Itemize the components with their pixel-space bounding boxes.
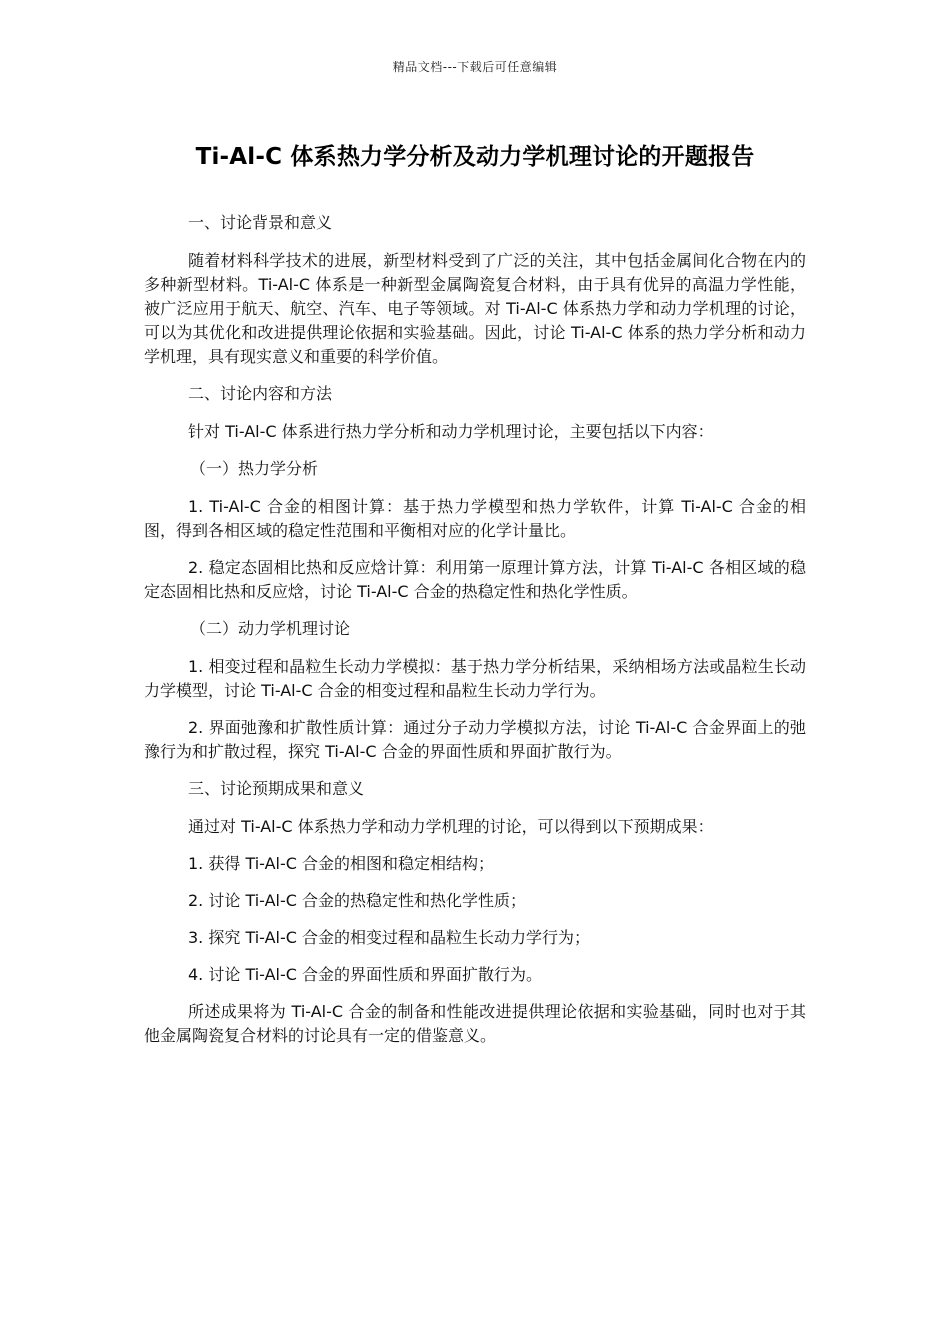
result-item-3: 3. 探究 Ti-Al-C 合金的相变过程和晶粒生长动力学行为；	[188, 928, 591, 947]
section-heading-content-methods: 二、讨论内容和方法	[188, 384, 333, 403]
result-item-4: 4. 讨论 Ti-Al-C 合金的界面性质和界面扩散行为。	[188, 965, 543, 984]
paragraph-results-intro: 通过对 Ti-Al-C 体系热力学和动力学机理的讨论，可以得到以下预期成果：	[188, 817, 714, 836]
section-heading-expected-results: 三、讨论预期成果和意义	[188, 779, 365, 798]
list-item-interface-diffusion: 2. 界面弛豫和扩散性质计算：通过分子动力学模拟方法，讨论 Ti-Al-C 合金界面上的弛豫行为和扩散过程，探究 Ti-Al-C 合金的界面性质和界面扩散行为。	[144, 718, 806, 761]
document-body	[144, 211, 806, 1061]
document-title: Ti-Al-C 体系热力学分析及动力学机理讨论的开题报告	[195, 144, 755, 170]
paragraph-conclusion: 所述成果将为 Ti-Al-C 合金的制备和性能改进提供理论依据和实验基础，同时也对于其他金属陶瓷复合材料的讨论具有一定的借鉴意义。	[144, 1002, 806, 1045]
subsection-heading-thermodynamics: （一）热力学分析	[190, 459, 319, 478]
section-heading-background: 一、讨论背景和意义	[188, 213, 333, 232]
paragraph-content-intro: 针对 Ti-Al-C 体系进行热力学分析和动力学机理讨论，主要包括以下内容：	[188, 422, 714, 441]
list-item-heat-capacity: 2. 稳定态固相比热和反应焓计算：利用第一原理计算方法，计算 Ti-Al-C 各相区域的稳定态固相比热和反应焓，讨论 Ti-Al-C 合金的热稳定性和热化学性质。	[144, 558, 806, 601]
paragraph-background: 随着材料科学技术的进展，新型材料受到了广泛的关注，其中包括金属间化合物在内的多种新型材料。Ti-Al-C 体系是一种新型金属陶瓷复合材料，由于具有优异的高温力学性能，被广泛应用于航天、航空、汽车、电子等领域。对 Ti-Al-C 体系热力学和动力学机理的讨论，可以为其优化和改进提供理论依据和实验基础。因此，讨论 Ti-Al-C 体系的热力学分析和动力学机理，具有现实意义和重要的科学价值。	[144, 251, 806, 366]
header-note: 精品文档---下载后可任意编辑	[392, 60, 558, 74]
result-item-1: 1. 获得 Ti-Al-C 合金的相图和稳定相结构；	[188, 854, 495, 873]
list-item-phase-transformation: 1. 相变过程和晶粒生长动力学模拟：基于热力学分析结果，采纳相场方法或晶粒生长动力学模型，讨论 Ti-Al-C 合金的相变过程和晶粒生长动力学行为。	[144, 657, 806, 700]
subsection-heading-kinetics: （二）动力学机理讨论	[190, 619, 351, 638]
result-item-2: 2. 讨论 Ti-Al-C 合金的热稳定性和热化学性质；	[188, 891, 527, 910]
list-item-phase-diagram: 1. Ti-Al-C 合金的相图计算：基于热力学模型和热力学软件，计算 Ti-Al-C 合金的相图，得到各相区域的稳定性范围和平衡相对应的化学计量比。	[144, 497, 806, 540]
